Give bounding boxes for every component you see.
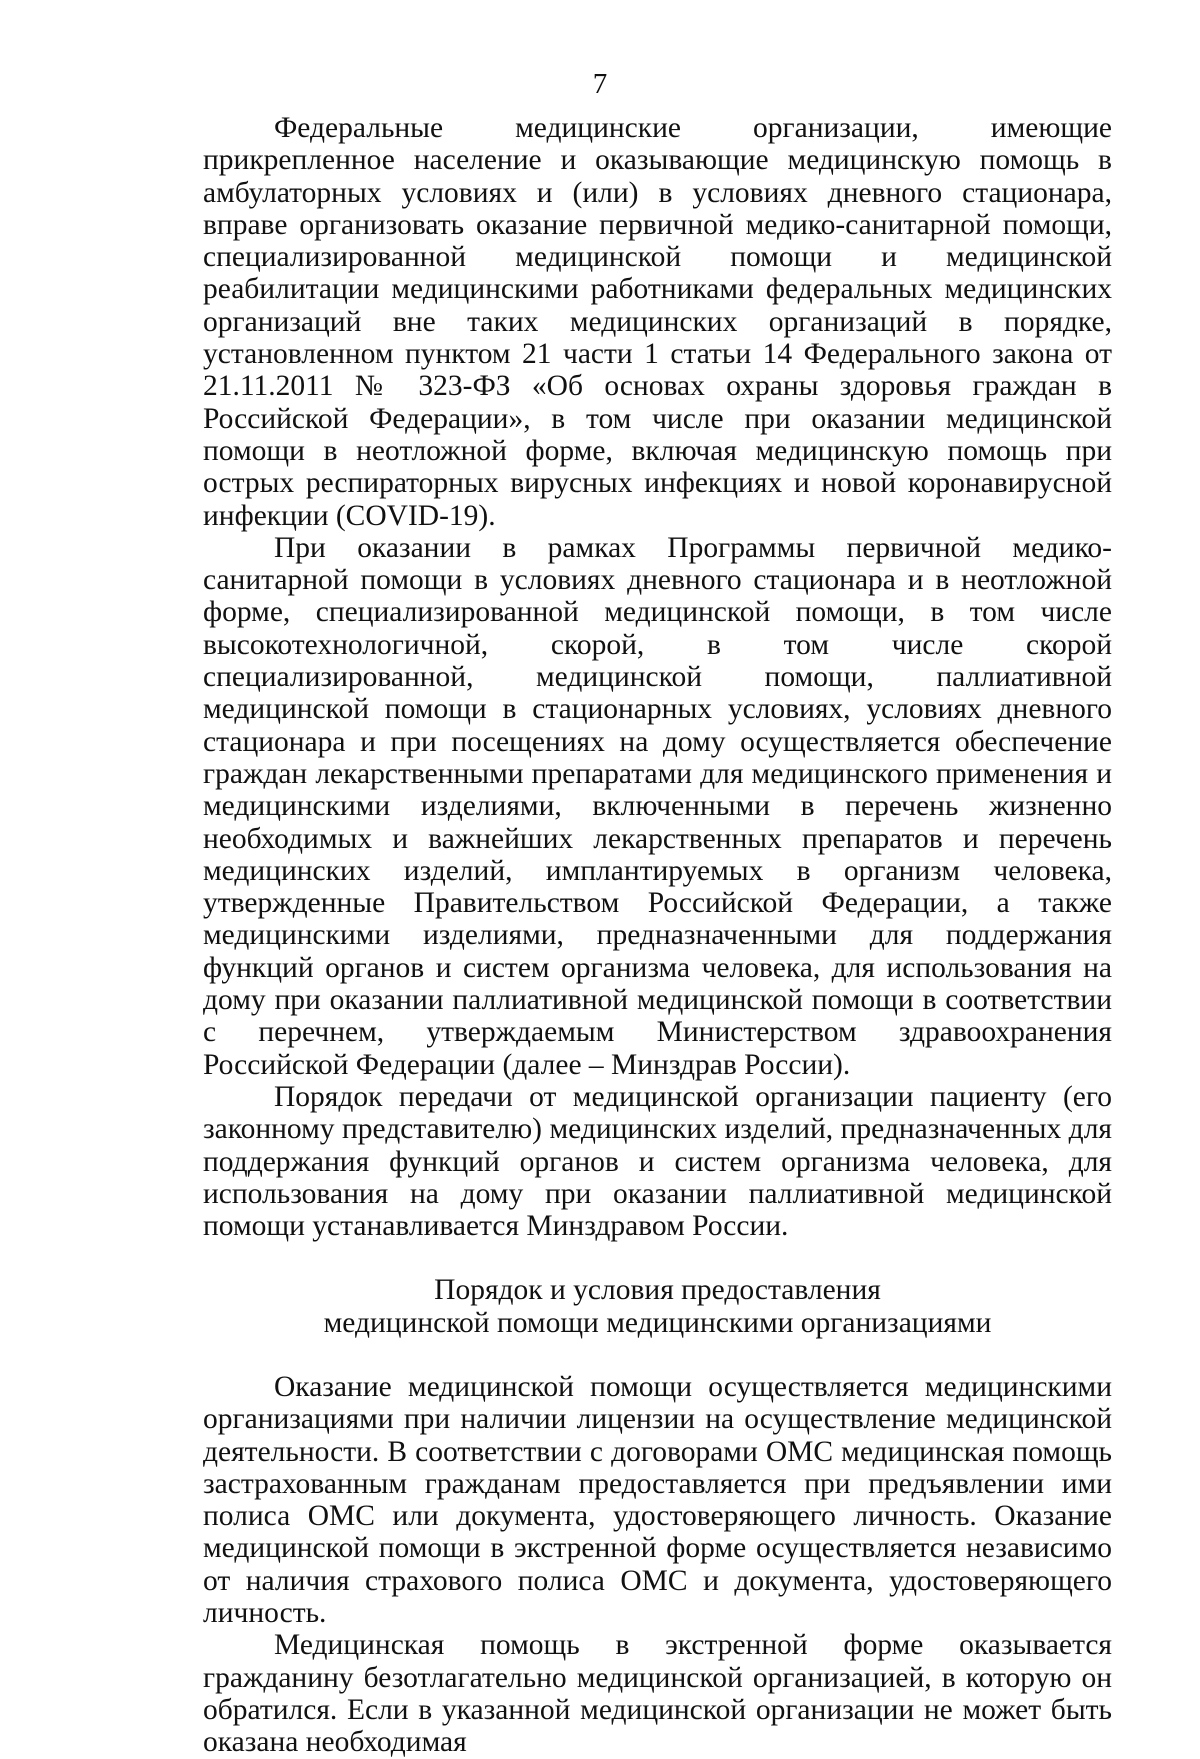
document-body xyxy=(203,112,1112,1759)
paragraph-emergency-care: Медицинская помощь в экстренной форме оказывается гражданину безотлагательно медицинской организацией, в которую он обратился. Если в указанной медицинской организации не может быть оказана необходимая xyxy=(203,1629,1112,1759)
paragraph-license-oms: Оказание медицинской помощи осуществляется медицинскими организациями при наличии лицензии на осуществление медицинской деятельности. В соответствии с договорами ОМС медицинская помощь застрахованным гражданам предоставляется при предъявлении ими полиса ОМС или документа, удостоверяющего личность. Оказание медицинской помощи в экстренной форме осуществляется независимо от наличия страхового полиса ОМС и документа, удостоверяющего личность. xyxy=(203,1370,1112,1630)
paragraph-medication-provision: При оказании в рамках Программы первичной медико-санитарной помощи в условиях дневного стационара и в неотложной форме, специализированной медицинской помощи, в том числе высокотехнологичной, скорой, в том числе скорой специализированной, медицинской помощи, паллиативной медицинской помощи в стационарных условиях, условиях дневного стационара и при посещениях на дому осуществляется обеспечение граждан лекарственными препаратами для медицинского применения и медицинскими изделиями, включенными в перечень жизненно необходимых и важнейших лекарственных препаратов и перечень медицинских изделий, имплантируемых в организм человека, утвержденные Правительством Российской Федерации, а также медицинскими изделиями, предназначенными для поддержания функций органов и систем организма человека, для использования на дому при оказании паллиативной медицинской помощи в соответствии с перечнем, утверждаемым Министерством здравоохранения Российской Федерации (далее – Минздрав России). xyxy=(203,531,1112,1081)
section-heading xyxy=(203,1242,1112,1371)
paragraph-device-transfer: Порядок передачи от медицинской организации пациенту (его законному представителю) медицинских изделий, предназначенных для поддержания функций органов и систем организма человека, для использования на дому при оказании паллиативной медицинской помощи устанавливается Минздравом России. xyxy=(203,1080,1112,1243)
paragraph-federal-organizations: Федеральные медицинские организации, имеющие прикрепленное население и оказывающие медицинскую помощь в амбулаторных условиях и (или) в условиях дневного стационара, вправе организовать оказание первичной медико-санитарной помощи, специализированной медицинской помощи и медицинской реабилитации медицинскими работниками федеральных медицинских организаций вне таких медицинских организаций в порядке, установленном пунктом 21 части 1 статьи 14 Федерального закона от 21.11.2011 № 323-ФЗ «Об основах охраны здоровья граждан в Российской Федерации», в том числе при оказании медицинской помощи в неотложной форме, включая медицинскую помощь при острых респираторных вирусных инфекциях и новой коронавирусной инфекции (COVID-19). xyxy=(203,112,1112,532)
section-heading-line-2: медицинской помощи медицинскими организациями xyxy=(323,1306,992,1339)
section-heading-line-1: Порядок и условия предоставления xyxy=(434,1274,881,1307)
page-number: 7 xyxy=(592,68,608,100)
